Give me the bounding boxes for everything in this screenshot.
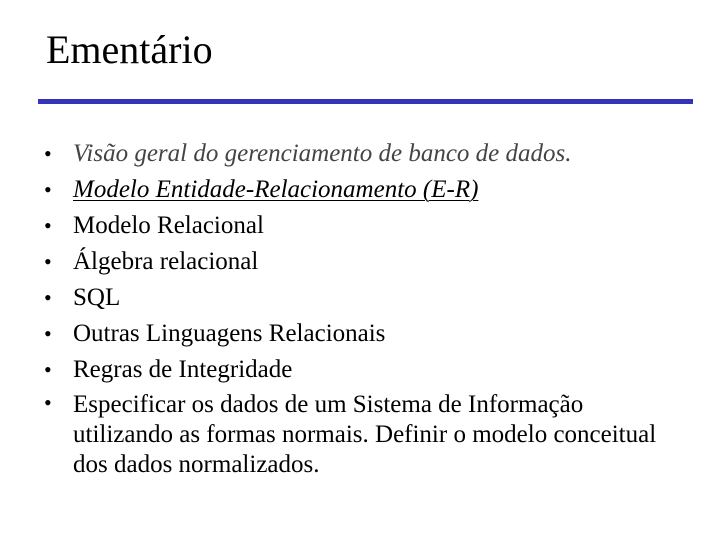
bullet-icon: • (44, 213, 52, 238)
slide-title: Ementário (46, 27, 213, 72)
list-item-text: Especificar os dados de um Sistema de Informação utilizando as formas normais. Definir o modelo conceitual dos dados normalizados. (73, 391, 657, 478)
bullet-icon: • (44, 141, 52, 166)
title-divider (38, 99, 693, 104)
bullet-icon: • (44, 321, 52, 346)
bullet-icon: • (44, 357, 52, 382)
er-model-link[interactable]: Modelo Entidade-Relacionamento (E-R) (73, 176, 479, 203)
list-item-sql (44, 280, 684, 316)
list-item-er-model[interactable] (44, 172, 684, 208)
list-item-text: Modelo Relacional (73, 212, 264, 239)
list-item-normal-forms (44, 388, 684, 480)
list-item-overview (44, 136, 684, 172)
bullet-icon: • (44, 177, 52, 202)
list-item-text: SQL (73, 284, 121, 311)
list-item-integrity-rules (44, 352, 684, 388)
list-item-text: Álgebra relacional (73, 248, 259, 275)
list-item-other-languages (44, 316, 684, 352)
list-item-text: Regras de Integridade (73, 356, 293, 383)
list-item-text: Visão geral do gerenciamento de banco de dados. (73, 140, 572, 167)
bullet-icon: • (44, 285, 52, 310)
list-item-text: Outras Linguagens Relacionais (73, 320, 386, 347)
bullet-list (44, 136, 684, 480)
bullet-icon: • (44, 249, 52, 274)
bullet-icon: • (44, 390, 52, 415)
list-item-relational-model (44, 208, 684, 244)
list-item-relational-algebra (44, 244, 684, 280)
